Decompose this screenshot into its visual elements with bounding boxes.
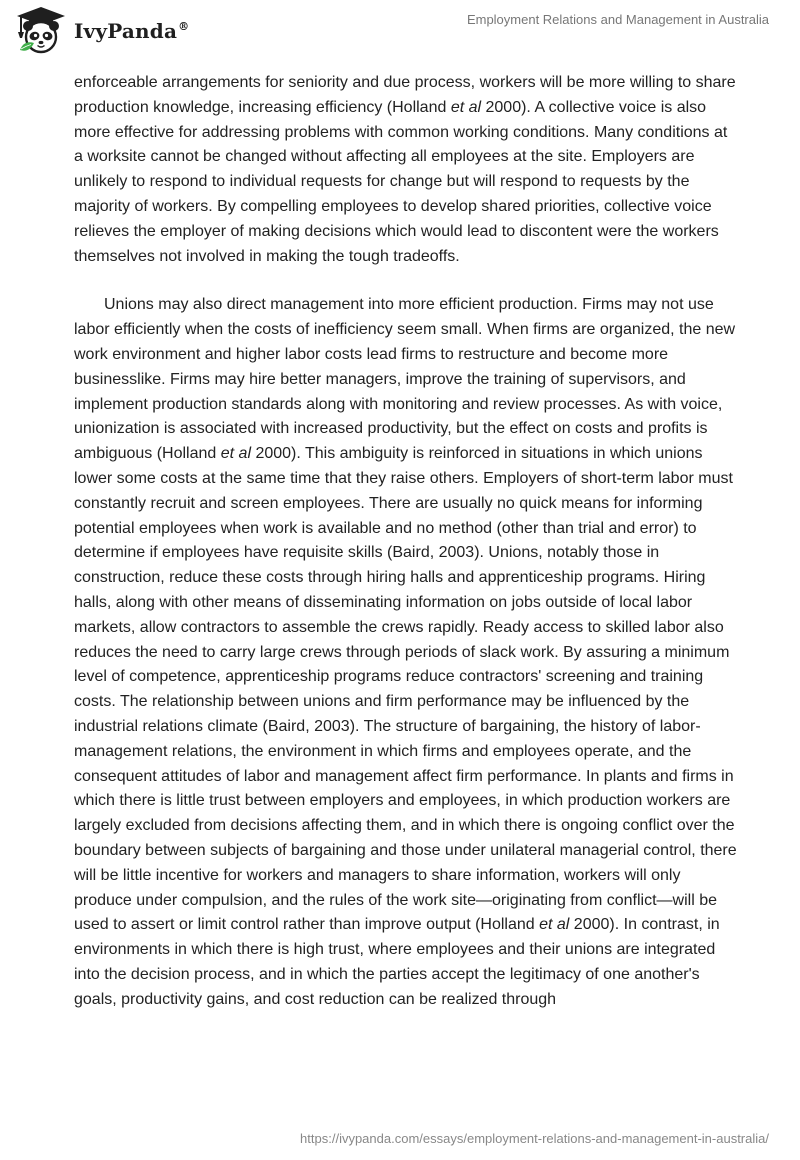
document-title: Employment Relations and Management in Australia [466, 12, 769, 27]
brand-name: IvyPanda® [74, 19, 190, 43]
source-url[interactable]: https://ivypanda.com/essays/employment-relations-and-management-in-australia/ [300, 1131, 769, 1146]
ivypanda-logo[interactable] [14, 6, 189, 56]
page-header [0, 0, 800, 60]
paragraph: enforceable arrangements for seniority and due process, workers will be more willing to share production knowledge, increasing efficiency (Holland et al 2000). A collective voice is also more effective for addressing problems with common working conditions. Many conditions at a worksite cannot be changed without affecting all employees at the site. Employers are unlikely to respond to individual requests for change but will respond to requests by the majority of workers. By compelling employees to develop shared priorities, collective voice relieves the employer of making decisions which would lead to discontent were the workers themselves not involved in making the tough tradeoffs. [74, 74, 736, 265]
panda-graduate-icon [14, 6, 68, 56]
paragraph: Unions may also direct management into more efficient production. Firms may not use labor efficiently when the costs of inefficiency seem small. When firms are organized, the new work environment and higher labor costs lead firms to restructure and become more businesslike. Firms may hire better managers, improve the training of supervisors, and implement production standards along with monitoring and review processes. As with voice, unionization is associated with increased productivity, but the effect on costs and profits is ambiguous (Holland et al 2000). This ambiguity is reinforced in situations in which unions lower some costs at the same time that they raise others. Employers of short-term labor must constantly recruit and screen employees. There are usually no quick means for informing potential employees when work is available and no method (other than trial and error) to determine if employees have requisite skills (Baird, 2003). Unions, notably those in construction, reduce these costs through hiring halls and apprenticeship programs. Hiring halls, along with other means of disseminating information on jobs outside of local labor markets, allow contractors to assemble the crews rapidly. Ready access to skilled labor also reduces the need to carry large crews through periods of slack work. By assuring a minimum level of competence, apprenticeship programs reduce contractors' screening and training costs. The relationship between unions and firm performance may be influenced by the industrial relations climate (Baird, 2003). The structure of bargaining, the history of labor-management relations, the environment in which firms and employees operate, and the consequent attitudes of labor and management affect firm performance. In plants and firms in which there is little trust between employers and employees, in which production workers are largely excluded from decisions affecting them, and in which there is ongoing conflict over the boundary between subjects of bargaining and those under unilateral managerial control, there will be little incentive for workers and managers to share information, workers will only produce under compulsion, and the rules of the work site—originating from conflict—will be used to assert or limit control rather than improve output (Holland et al 2000). In contrast, in environments in which there is high trust, where employees and their unions are integrated into the decision process, and in which the parties accept the legitimacy of one another's goals, productivity gains, and cost reduction can be realized through [74, 296, 737, 1008]
essay-body [74, 71, 738, 1012]
